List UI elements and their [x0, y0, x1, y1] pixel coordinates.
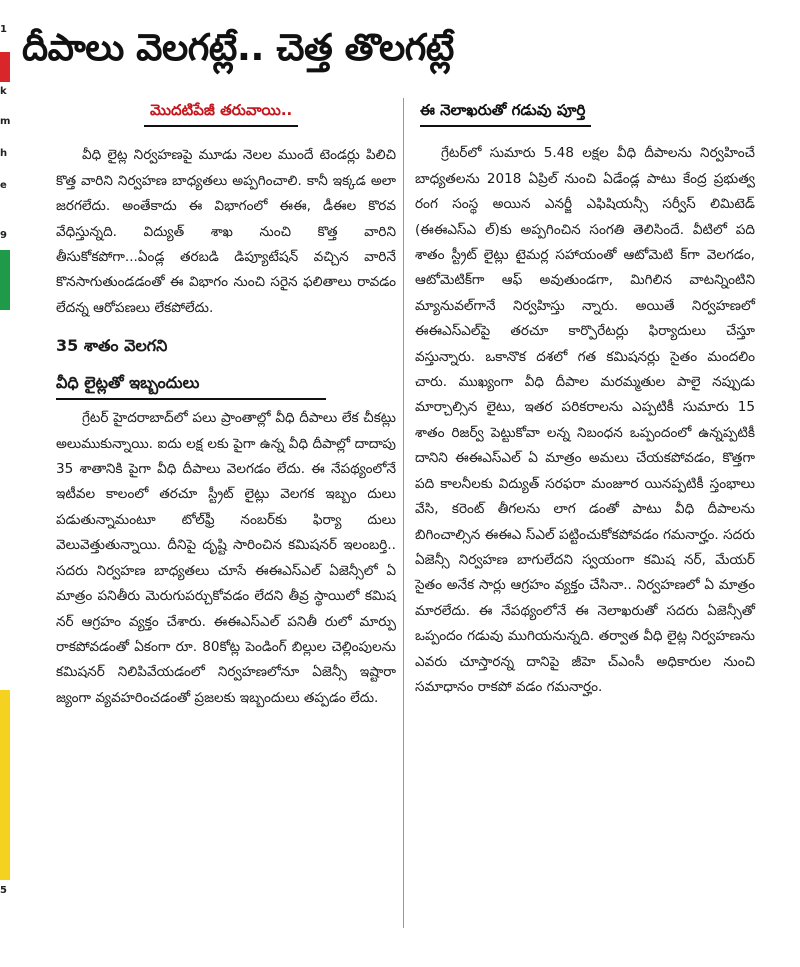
- edge-fragment: m: [0, 116, 11, 127]
- edge-red-block: [0, 52, 10, 82]
- edge-fragment: e: [0, 180, 7, 191]
- right-column: [415, 98, 755, 700]
- edge-fragment: 5: [0, 885, 7, 896]
- subheading: 35 శాతం వెలగని: [56, 336, 168, 356]
- continuation-kicker: మొదటిపేజీ తరువాయి..: [144, 98, 298, 127]
- headline: దీపాలు వెలగట్లే.. చెత్త తొలగట్లే: [22, 26, 454, 69]
- column-divider: [403, 98, 404, 928]
- left-edge-strip: [0, 0, 10, 967]
- edge-fragment: h: [0, 148, 8, 159]
- paragraph: గ్రేటర్‌లో సుమారు 5.48 లక్షల వీధి దీపాలను నిర్వహించే బాధ్యతలను 2018 ఏప్రిల్ నుంచి ఏడేండ్ల పాటు కేంద్ర ప్రభుత్వ రంగ సంస్థ అయిన ఎనర్జీ ఎఫిషియన్సీ సర్వీస్ లిమిటెడ్ (ఈఈఎస్ఎ ల్)కు అప్పగించిన సంగతి తెలిసిందే. వీటిలో పది శాతం స్ట్రీట్ లైట్లు టైమర్ల సహాయంతో ఆటోమెటి క్‌గా వెలగడం, ఆటోమెటిక్‌గా ఆఫ్ అవుతుండగా, మిగిలిన వాటన్నింటిని మ్యానువల్‌గానే నిర్వహిస్తు న్నారు. అయితే నిర్వహణలో ఈఈఎస్ఎల్‌పై తరచూ కార్పొరేటర్లు ఫిర్యాదులు చేస్తూ వస్తున్నారు. ఒకానొక దశలో గత కమిషనర్లు సైతం మందలిం చారు. ముఖ్యంగా వీధి దీపాల మరమ్మతుల పాలై నప్పుడు మార్చాల్సిన లైటు, ఇతర పరికరాలను ఎప్పటికీ సుమారు 15 శాతం రిజర్వ్ పెట్టుకోవా లన్న నిబంధన ఒప్పందంలో ఉన్నప్పటికీ దానిని ఈఈఎస్ఎల్ ఏ మాత్రం అమలు చేయకపోవడం, కొత్తగా పది కాలనీలకు విద్యుత్ సరఫరా మంజూర యినప్పటికీ స్తంభాలు వేసి, కరెంట్ తీగలను లాగ డంతో పాటు వీధి దీపాలను బిగించాల్సిన ఈఈఎ స్ఎల్ పట్టించుకోకపోవడం గమనార్హం. సదరు ఏజెన్సీ నిర్వహణ బాగులేదని స్వయంగా కమిష నర్, మేయర్ సైతం అనేక సార్లు ఆగ్రహం వ్యక్తం చేసినా.. నిర్వహణలో ఏ మాత్రం మారలేదు. ఈ నేపథ్యంలోనే ఈ నెలాఖరుతో సదరు ఏజెన్సీతో ఒప్పందం గడువు ముగియనున్నది. తర్వాత వీధి లైట్ల నిర్వహణను ఎవరు చూస్తారన్న దానిపై జీహె చ్ఎంసీ అధికారుల నుంచి సమాధానం రాకపో వడం గమనార్హం.: [415, 145, 755, 695]
- edge-green-block: [0, 250, 10, 310]
- edge-fragment: k: [0, 86, 7, 97]
- left-column: [56, 98, 396, 711]
- edge-yellow-block: [0, 690, 10, 880]
- paragraph: గ్రేటర్ హైదరాబాద్‌లో పలు ప్రాంతాల్లో వీధి దీపాలు లేక చీకట్లు అలుముకున్నాయి. ఐదు లక్ష లకు పైగా ఉన్న వీధి దీపాల్లో దాదాపు 35 శాతానికి పైగా వీధి దీపాలు వెలగడం లేదు. ఈ నేపథ్యంలోనే ఇటీవల కాలంలో తరచూ స్ట్రీట్ లైట్లు వెలగక ఇబ్బం దులు పడుతున్నామంటూ టోల్‌ఫ్రీ నంబర్‌కు ఫిర్యా దులు వెలువెత్తుతున్నాయి. దీనిపై దృష్టి సారించిన కమిషనర్ ఇలంబర్తి.. సదరు నిర్వహణ బాధ్యతలు చూసే ఈఈఎస్ఎల్ ఏజెన్సీలో ఏ మాత్రం పనితీరు మెరుగుపర్చుకోవడం లేదని తీవ్ర స్థాయిలో కమిష నర్ ఆగ్రహం వ్యక్తం చేశారు. ఈఈఎస్ఎల్ పనితీ రులో మార్పు రాకపోవడంతో ఏకంగా రూ. 80కోట్ల పెండింగ్ బిల్లుల చెల్లింపులను కమిషనర్ నిలిపివేయడంలో నిర్వహణలోనూ ఏజెన్సీ ఇష్టారా జ్యంగా వ్యవహరించడంతో ప్రజలకు ఇబ్బందులు తప్పడం లేదు.: [56, 410, 396, 706]
- edge-fragment: 1: [0, 24, 7, 35]
- paragraph: వీధి లైట్ల నిర్వహణపై మూడు నెలల ముందే టెండర్లు పిలిచి కొత్త వారిని నిర్వహణ బాధ్యతలు అప్పగించాలి. కానీ ఇక్కడ అలా జరగలేదు. అంతేకాదు ఈ విభాగంలో ఈఈ, డీఈల కొరవ వేధిస్తున్నది. విద్యుత్ శాఖ నుంచి కొత్త వారిని తీసుకోకపోగా...ఏండ్ల తరబడి డిప్యూటేషన్ వచ్చిన వారినే కొనసాగుతుండడంతో ఈ విభాగం నుంచి సరైన ఫలితాలు రావడం లేదన్న ఆరోపణలు లేకపోలేదు.: [56, 147, 396, 316]
- section-kicker: ఈ నెలాఖరుతో గడువు పూర్తి: [420, 98, 591, 127]
- subheading: వీధి లైట్లతో ఇబ్బందులు: [56, 370, 326, 400]
- edge-fragment: 9: [0, 230, 7, 241]
